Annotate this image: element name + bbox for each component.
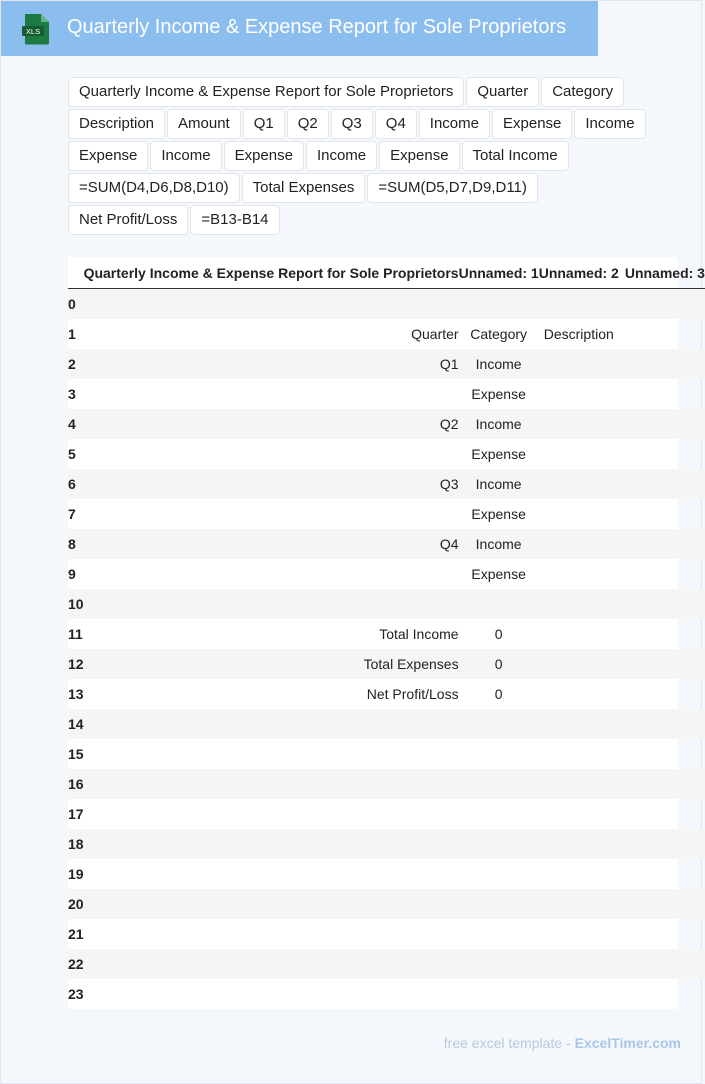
table-row [68, 889, 705, 919]
chip-item[interactable]: =SUM(D4,D6,D8,D10) [68, 173, 240, 203]
cell-unnamed-2 [539, 769, 619, 799]
cell-unnamed-3 [619, 649, 705, 679]
cell-unnamed-3 [619, 559, 705, 589]
cell-unnamed-1: 0 [494, 686, 503, 702]
cell-unnamed-2 [539, 979, 619, 1009]
row-index: 10 [68, 589, 84, 619]
cell-unnamed-1 [459, 739, 539, 769]
cell-unnamed-3 [619, 589, 705, 619]
cell-main: Q1 [84, 349, 459, 379]
row-index: 6 [68, 469, 84, 499]
cell-unnamed-3 [619, 499, 705, 529]
cell-unnamed-3 [619, 319, 705, 349]
cell-main [84, 499, 459, 529]
cell-main [84, 379, 459, 409]
chip-item[interactable]: Expense [224, 141, 304, 171]
row-index: 2 [68, 349, 84, 379]
cell-main [84, 919, 459, 949]
cell-main: Net Profit/Loss [366, 686, 459, 702]
cell-unnamed-2 [539, 289, 619, 320]
cell-unnamed-1 [459, 589, 539, 619]
table-row [68, 829, 705, 859]
cell-main [84, 739, 459, 769]
row-index: 17 [68, 806, 84, 822]
row-index: 12 [68, 649, 84, 679]
row-index: 9 [68, 566, 76, 582]
chip-item[interactable]: =B13-B14 [190, 205, 279, 235]
row-index: 23 [68, 986, 84, 1002]
cell-unnamed-1 [459, 949, 539, 979]
table-row [68, 559, 705, 589]
cell-unnamed-3 [619, 469, 705, 499]
table-row [68, 709, 705, 739]
cell-unnamed-2 [539, 829, 619, 859]
cell-unnamed-3 [619, 409, 705, 439]
cell-unnamed-2 [539, 589, 619, 619]
cell-main: Total Income [379, 626, 459, 642]
cell-unnamed-2: Description [543, 326, 614, 342]
row-index: 18 [68, 829, 84, 859]
chip-item[interactable]: Description [68, 109, 165, 139]
cell-main [84, 559, 459, 589]
table-row [68, 499, 705, 529]
chip-item[interactable]: Q3 [331, 109, 373, 139]
footer-brand-link[interactable]: ExcelTimer.com [574, 1035, 681, 1051]
cell-unnamed-1: Income [459, 529, 539, 559]
cell-unnamed-1: Category [470, 326, 528, 342]
column-header-unnamed-1: Unnamed: 1 [459, 257, 539, 289]
cell-main [84, 889, 459, 919]
chip-item[interactable]: Income [150, 141, 221, 171]
excel-file-icon-label: XLS [25, 26, 41, 36]
cell-unnamed-3 [619, 379, 705, 409]
cell-unnamed-1: Expense [471, 386, 526, 402]
chip-item[interactable]: Income [574, 109, 645, 139]
row-index: 13 [68, 686, 84, 702]
row-index: 21 [68, 926, 84, 942]
chip-item[interactable]: Total Expenses [242, 173, 366, 203]
table-row [68, 979, 705, 1009]
table-row [68, 649, 705, 679]
cell-unnamed-2 [539, 649, 619, 679]
data-table [68, 257, 705, 1009]
table-row [68, 439, 705, 469]
cell-unnamed-2 [539, 379, 619, 409]
cell-unnamed-2 [539, 559, 619, 589]
footer-text: free excel template - [443, 1035, 571, 1051]
chip-item[interactable]: Amount [167, 109, 241, 139]
table-row [68, 349, 705, 379]
table-row [68, 469, 705, 499]
cell-unnamed-2 [539, 439, 619, 469]
cell-unnamed-1 [459, 289, 539, 320]
column-header-index [68, 257, 84, 289]
chip-item[interactable]: Expense [68, 141, 148, 171]
cell-unnamed-3 [619, 829, 705, 859]
cell-unnamed-2 [539, 409, 619, 439]
cell-unnamed-2 [539, 919, 619, 949]
cell-unnamed-2 [539, 499, 619, 529]
cell-unnamed-1 [459, 889, 539, 919]
cell-unnamed-1: Expense [471, 506, 526, 522]
table-row [68, 589, 705, 619]
cell-unnamed-2 [539, 859, 619, 889]
cell-unnamed-2 [539, 949, 619, 979]
row-index: 20 [68, 889, 84, 919]
cell-unnamed-2 [539, 679, 619, 709]
row-index: 8 [68, 529, 84, 559]
cell-unnamed-3 [619, 439, 705, 469]
cell-main [84, 829, 459, 859]
row-index: 0 [68, 289, 84, 320]
cell-main [84, 859, 459, 889]
column-header-unnamed-3: Unnamed: 3 [619, 257, 705, 289]
cell-unnamed-1 [459, 709, 539, 739]
table-row [68, 619, 705, 649]
table-row [68, 319, 705, 349]
cell-main: Quarter [411, 326, 459, 342]
chip-list [68, 77, 658, 237]
cell-unnamed-2 [539, 889, 619, 919]
row-index: 4 [68, 409, 84, 439]
cell-unnamed-1 [459, 799, 539, 829]
table-row [68, 769, 705, 799]
chip-item[interactable]: Income [306, 141, 377, 171]
table-row [68, 289, 705, 320]
cell-unnamed-2 [539, 799, 619, 829]
cell-main [84, 439, 459, 469]
cell-unnamed-1: Income [459, 349, 539, 379]
cell-unnamed-1: Expense [471, 446, 526, 462]
cell-unnamed-3 [619, 889, 705, 919]
table-row [68, 679, 705, 709]
cell-unnamed-1 [459, 859, 539, 889]
cell-unnamed-1 [459, 919, 539, 949]
cell-unnamed-1: Expense [471, 566, 526, 582]
data-table-container [68, 257, 705, 1009]
cell-unnamed-2 [539, 619, 619, 649]
cell-main [84, 979, 459, 1009]
cell-unnamed-2 [539, 529, 619, 559]
cell-unnamed-3 [619, 859, 705, 889]
cell-unnamed-3 [619, 349, 705, 379]
cell-unnamed-1 [459, 769, 539, 799]
cell-unnamed-3 [619, 769, 705, 799]
row-index: 7 [68, 506, 76, 522]
cell-unnamed-2 [539, 709, 619, 739]
row-index: 22 [68, 949, 84, 979]
chip-item[interactable]: =SUM(D5,D7,D9,D11) [367, 173, 538, 203]
cell-unnamed-3 [619, 709, 705, 739]
cell-main: Q4 [84, 529, 459, 559]
chip-item[interactable]: Q2 [287, 109, 329, 139]
row-index: 19 [68, 866, 84, 882]
cell-main [84, 589, 459, 619]
page-title: Quarterly Income & Expense Report for Sole Proprietors [67, 16, 567, 38]
cell-unnamed-3 [619, 799, 705, 829]
table-row [68, 739, 705, 769]
cell-unnamed-1: 0 [494, 626, 503, 642]
footer [444, 1035, 681, 1051]
chip-item[interactable]: Income [419, 109, 490, 139]
row-index: 5 [68, 446, 76, 462]
cell-unnamed-3 [619, 619, 705, 649]
cell-unnamed-3 [619, 949, 705, 979]
chip-item[interactable]: Q4 [375, 109, 417, 139]
cell-unnamed-3 [619, 289, 705, 320]
table-row [68, 949, 705, 979]
chip-item[interactable]: Category [541, 77, 624, 107]
cell-unnamed-3 [619, 919, 705, 949]
cell-unnamed-1 [459, 979, 539, 1009]
column-header-main: Quarterly Income & Expense Report for Sole Proprietors [84, 257, 459, 289]
cell-main [84, 289, 459, 320]
cell-unnamed-1: 0 [459, 649, 539, 679]
table-row [68, 859, 705, 889]
row-index: 1 [68, 326, 76, 342]
chip-item[interactable]: Total Income [462, 141, 569, 171]
cell-unnamed-1 [459, 829, 539, 859]
cell-main [84, 709, 459, 739]
table-header-row [68, 257, 705, 289]
row-index: 11 [68, 626, 83, 642]
cell-main: Q3 [84, 469, 459, 499]
row-index: 14 [68, 709, 84, 739]
cell-main [84, 769, 459, 799]
row-index: 16 [68, 769, 84, 799]
cell-unnamed-3 [619, 739, 705, 769]
chip-item[interactable]: Q1 [243, 109, 285, 139]
cell-main [84, 799, 459, 829]
title-bar [1, 1, 598, 56]
cell-main: Q2 [84, 409, 459, 439]
excel-file-icon [21, 13, 51, 45]
row-index: 3 [68, 386, 76, 402]
chip-item[interactable]: Expense [492, 109, 572, 139]
table-row [68, 799, 705, 829]
column-header-unnamed-2: Unnamed: 2 [539, 257, 619, 289]
cell-unnamed-1: Income [459, 409, 539, 439]
table-row [68, 529, 705, 559]
cell-unnamed-2 [539, 349, 619, 379]
cell-unnamed-2 [539, 469, 619, 499]
cell-unnamed-3 [619, 529, 705, 559]
cell-unnamed-3 [619, 979, 705, 1009]
cell-unnamed-2 [539, 739, 619, 769]
chip-item[interactable]: Net Profit/Loss [68, 205, 188, 235]
chip-item[interactable]: Quarterly Income & Expense Report for Sole Proprietors [68, 77, 464, 107]
cell-main [84, 949, 459, 979]
table-row [68, 379, 705, 409]
cell-main: Total Expenses [84, 649, 459, 679]
table-row [68, 919, 705, 949]
row-index: 15 [68, 746, 84, 762]
cell-unnamed-3 [619, 679, 705, 709]
table-row [68, 409, 705, 439]
cell-unnamed-1: Income [459, 469, 539, 499]
chip-item[interactable]: Quarter [466, 77, 539, 107]
chip-item[interactable]: Expense [379, 141, 459, 171]
